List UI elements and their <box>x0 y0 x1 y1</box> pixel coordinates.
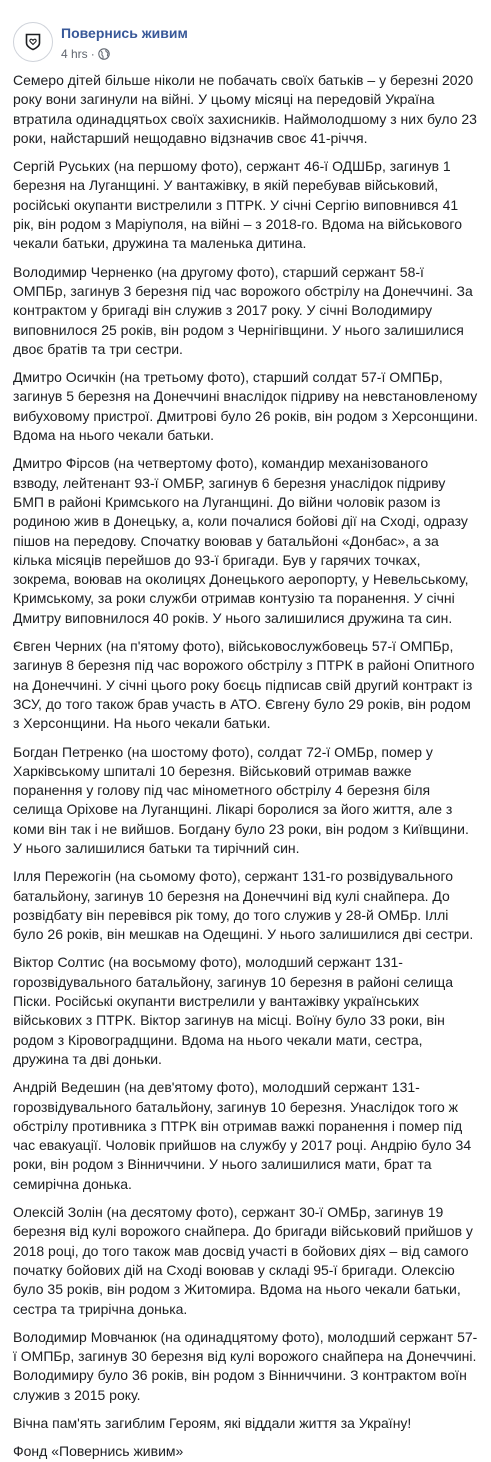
post-paragraph: Богдан Петренко (на шостому фото), солдат 72-ї ОМБр, помер у Харківському шпиталі 10 березня. Військовий отримав важке поранення у голову під час мінометного обстрілу 4 березня біля селища Оріхове на Луганщині. Лікарі боролися за його життя, але з коми він так і не вийшов. Богдану було 23 роки, він родом з Київщини. У нього залишилися батьки та тирічний син. <box>13 743 469 856</box>
post-paragraph: Віктор Солтис (на восьмому фото), молодший сержант 131-горозвідувального батальйону, загинув 10 березня в районі селища Піски. Російські окупанти вистрелили у вантажівку українських військових з ПТРК. Віктор загинув на місці. Воїну було 33 роки, він родом з Кіровоградщини. Вдома на нього чекали мати, сестра, дружина та дві доньки. <box>13 954 454 1067</box>
post-paragraph: Фонд «Повернись живим» <box>13 1443 184 1460</box>
post-paragraph: Володимир Черненко (на другому фото), старший сержант 58-ї ОМПБр, загинув 3 березня під час ворожого обстрілу на Донеччині. За контрактом у бригаді він служив з 2017 року. У січні Володимиру виповнилося 25 років, він родом з Чернігівщини. У нього залишилися двоє братів та три сестри. <box>13 263 473 357</box>
post-paragraph: Сергій Руських (на першому фото), сержант 46-ї ОДШБр, загинув 1 березня на Луганщині. У вантажівку, в якій перебував військовий, російські окупанти вистрелили з ПТРК. У січні Сергію виповнився 41 рік, він родом з Маріуполя, на війні – з 2018-го. Вдома на військового чекали батьки, дружина та маленька дитина. <box>13 158 462 252</box>
post-paragraph: Олексій Золін (на десятому фото), сержант 30-ї ОМБр, загинув 19 березня від кулі ворожого снайпера. До бригади військовий прийшов у 2018 році, до того також мав досвід участі в бойових діях – від самого початку бойових дій на Сході воював у складі 95-ї бригади. Олексію було 35 років, він родом з Житомира. Вдома на нього чекали батьки, сестра та трирічна донька. <box>13 1204 473 1317</box>
post-paragraph: Євген Черних (на п'ятому фото), військовослужбовець 57-ї ОМПБр, загинув 8 березня під час ворожого обстрілу з ПТРК в районі Опитного на Донеччині. У січні цього року боєць підписав свій другий контракт із ЗСУ, до того також брав участь в АТО. Євгену було 29 років, він родом з Херсонщини. На нього чекали батьки. <box>13 638 475 732</box>
globe-icon[interactable] <box>98 48 110 60</box>
page-name-link[interactable]: Повернись живим <box>61 25 188 41</box>
post-body <box>13 71 478 1462</box>
post-timestamp[interactable]: 4 hrs <box>61 47 88 61</box>
shield-logo-icon <box>25 33 41 51</box>
post-paragraph: Дмитро Фірсов (на четвертому фото), командир механізованого взводу, лейтенант 93-ї ОМБР, загинув 6 березня унаслідок підриву БМП в районі Кримського на Луганщині. До війни чоловік разом із родиною жив в Донецьку, а, коли почалися бойові дії на Сході, одразу пішов на передову. Спочатку воював у батальйоні «Донбас», а за кілька місяців перейшов до 93-ї бригади. Був у гарячих точках, зокрема, воював на околицях Донецького аеропорту, у Невельському, Кримському, за роки служби отримав контузію та поранення. У січні Дмитру виповнилося 40 років. У нього залишилися дружина та син. <box>13 455 469 626</box>
post-header <box>13 0 478 62</box>
page-avatar[interactable] <box>13 22 53 62</box>
post-meta <box>61 46 188 62</box>
post-paragraph: Ілля Пережогін (на сьомому фото), сержант 131-го розвідувального батальйону, загинув 10 березня на Донеччині від кулі снайпера. До розвідбату він перевівся рік тому, до того служив у 28-й ОМБр. Іллі було 26 років, він мешкав на Одещині. У нього залишилися дві сестри. <box>13 868 474 943</box>
post-paragraph: Семеро дітей більше ніколи не побачать своїх батьків – у березні 2020 року вони загинули на війні. У цьому місяці на передовій Україна втратила одинадцятьох своїх захисників. Наймолодшому з них було 23 роки, найстарший нещодавно відзначив своє 41-річчя. <box>13 72 477 146</box>
post-paragraph: Вічна пам'ять загиблим Героям, які віддали життя за Україну! <box>13 1415 412 1431</box>
post-header-text <box>61 22 188 62</box>
post-paragraph: Володимир Мовчанюк (на одинадцятому фото), молодший сержант 57-ї ОМПБр, загинув 30 березня від кулі ворожого снайпера на Донеччині. Володимиру було 36 років, він родом з Вінниччини. З контрактом воїн служив з 2015 року. <box>13 1328 478 1403</box>
meta-separator: · <box>90 47 95 61</box>
post-paragraph: Андрій Ведешин (на дев'ятому фото), молодший сержант 131-горозвідувального батальйону, загинув 10 березня. Унаслідок того ж обстрілу противника з ПТРК він отримав важкі поранення і помер під час евакуації. Чоловік прийшов на службу у 2017 році. Андрію було 34 роки, він родом з Вінниччини. У нього залишилися мати, брат та семирічна донька. <box>13 1079 472 1192</box>
post-paragraph: Дмитро Осичкін (на третьому фото), старший солдат 57-ї ОМПБр, загинув 5 березня на Донеччині внаслідок підриву на невстановленому вибуховому пристрої. Дмитрові було 26 років, він родом з Херсонщини. Вдома на нього чекали батьки. <box>13 369 478 444</box>
